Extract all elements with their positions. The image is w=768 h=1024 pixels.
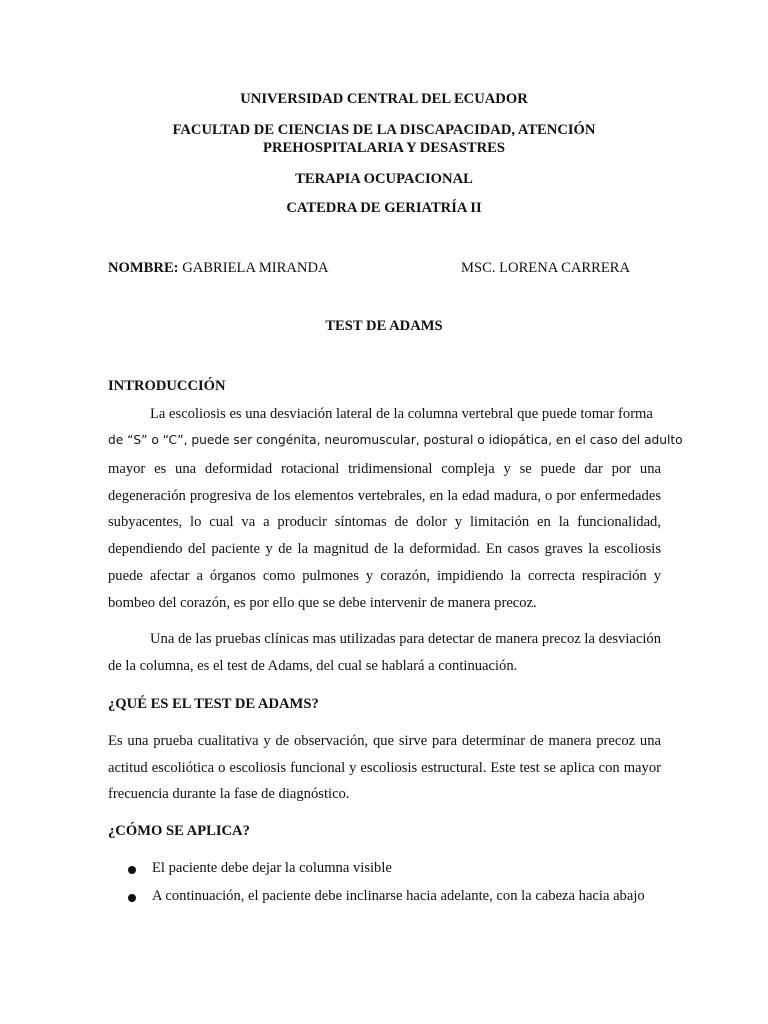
- what-is-heading: ¿QUÉ ES EL TEST DE ADAMS?: [108, 696, 319, 712]
- how-to-step: A continuación, el paciente debe inclinarse hacia adelante, con la cabeza hacia abajo: [152, 888, 645, 904]
- intro-paragraph1-rest: mayor es una deformidad rotacional tridimensional compleja y se puede dar por una degeneración progresiva de los elementos vertebrales, en la edad madura, o por enfermedades subyacentes, lo cual va a producir síntomas de dolor y limitación en la funcionalidad, dependiendo del paciente y de la magnitud de la deformidad. En casos graves la escoliosis puede afectar a órganos como pulmones y corazón, impidiendo la correcta respiración y bombeo del corazón, es por ello que se debe intervenir de manera precoz.: [108, 461, 661, 611]
- bullet-dot: [128, 894, 136, 902]
- bullet-dot: [128, 866, 136, 874]
- document-title: TEST DE ADAMS: [325, 318, 443, 334]
- intro-paragraph1-line2: de “S” o “C”, puede ser congénita, neuromuscular, postural o idiopática, en el caso del adulto: [108, 433, 683, 447]
- student-name: GABRIELA MIRANDA: [182, 260, 329, 276]
- faculty-title-line2: PREHOSPITALARIA Y DESASTRES: [263, 140, 505, 156]
- introduction-heading: INTRODUCCIÓN: [108, 378, 226, 394]
- how-to-heading: ¿CÓMO SE APLICA?: [108, 823, 250, 839]
- teacher-name: MSC. LORENA CARRERA: [461, 260, 631, 276]
- intro-paragraph2: Una de las pruebas clínicas mas utilizadas para detectar de manera precoz la desviación de la columna, es el test de Adams, del cual se hablará a continuación.: [108, 631, 661, 674]
- faculty-title-line1: FACULTAD DE CIENCIAS DE LA DISCAPACIDAD, ATENCIÓN: [172, 122, 596, 138]
- university-title: UNIVERSIDAD CENTRAL DEL ECUADOR: [240, 91, 528, 107]
- student-name-line: [108, 260, 329, 277]
- name-label: NOMBRE:: [108, 260, 179, 276]
- course-title: CATEDRA DE GERIATRÍA II: [286, 200, 482, 216]
- career-title: TERAPIA OCUPACIONAL: [295, 171, 473, 187]
- how-to-step: El paciente debe dejar la columna visible: [152, 860, 392, 876]
- intro-paragraph1-line1: La escoliosis es una desviación lateral de la columna vertebral que puede tomar forma: [150, 406, 653, 422]
- what-is-paragraph: Es una prueba cualitativa y de observación, que sirve para determinar de manera precoz una actitud escoliótica o escoliosis funcional y escoliosis estructural. Este test se aplica con mayor frecuencia durante la fase de diagnóstico.: [108, 733, 661, 803]
